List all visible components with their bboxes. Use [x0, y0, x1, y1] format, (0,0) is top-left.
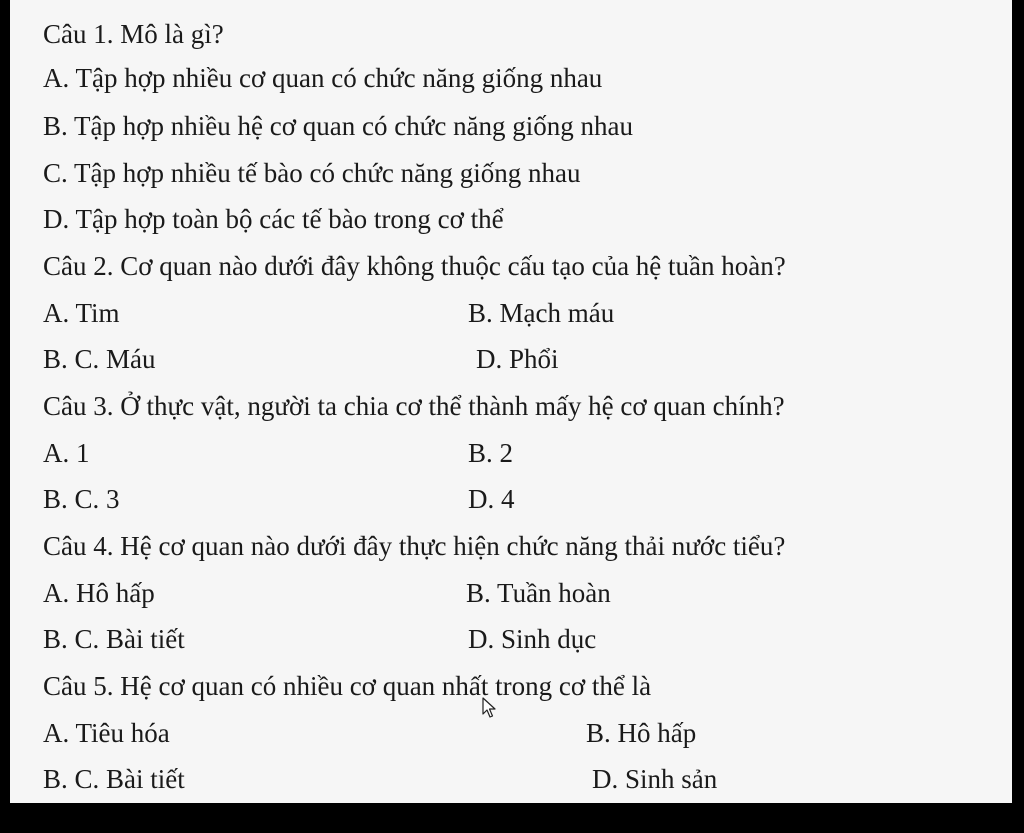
question-4-option-c: B. C. Bài tiết — [43, 624, 185, 654]
mouse-pointer-icon — [482, 697, 496, 719]
question-4-option-b: B. Tuần hoàn — [466, 578, 611, 608]
question-3-option-a: A. 1 — [43, 438, 90, 468]
question-2-title: Câu 2. Cơ quan nào dưới đây không thuộc cấu tạo của hệ tuần hoàn? — [43, 251, 786, 281]
document-page — [10, 0, 1012, 803]
question-2-option-c: B. C. Máu — [43, 344, 156, 374]
question-5-option-a: A. Tiêu hóa — [43, 718, 170, 748]
question-5-title: Câu 5. Hệ cơ quan có nhiều cơ quan nhất trong cơ thể là — [43, 671, 652, 701]
question-2-option-b: B. Mạch máu — [468, 298, 615, 328]
question-3-option-c: B. C. 3 — [43, 484, 120, 514]
question-4-option-a: A. Hô hấp — [43, 578, 155, 608]
question-5-option-b: B. Hô hấp — [586, 718, 697, 748]
question-1-option-b: B. Tập hợp nhiều hệ cơ quan có chức năng giống nhau — [43, 111, 634, 141]
question-2-option-d: D. Phổi — [476, 344, 559, 374]
question-1-option-a: A. Tập hợp nhiều cơ quan có chức năng giống nhau — [43, 63, 603, 93]
question-3-option-b: B. 2 — [468, 438, 514, 468]
question-3-title: Câu 3. Ở thực vật, người ta chia cơ thể thành mấy hệ cơ quan chính? — [43, 391, 785, 421]
question-1-title: Câu 1. Mô là gì? — [43, 19, 224, 49]
question-1-option-d: D. Tập hợp toàn bộ các tế bào trong cơ thể — [43, 204, 504, 234]
question-3-option-d: D. 4 — [468, 484, 515, 514]
question-5-option-c: B. C. Bài tiết — [43, 764, 185, 794]
question-4-title: Câu 4. Hệ cơ quan nào dưới đây thực hiện chức năng thải nước tiểu? — [43, 531, 786, 561]
question-4-option-d: D. Sinh dục — [468, 624, 597, 654]
question-2-option-a: A. Tim — [43, 298, 120, 328]
question-5-option-d: D. Sinh sản — [592, 764, 718, 794]
question-1-option-c: C. Tập hợp nhiều tế bào có chức năng giống nhau — [43, 158, 581, 188]
